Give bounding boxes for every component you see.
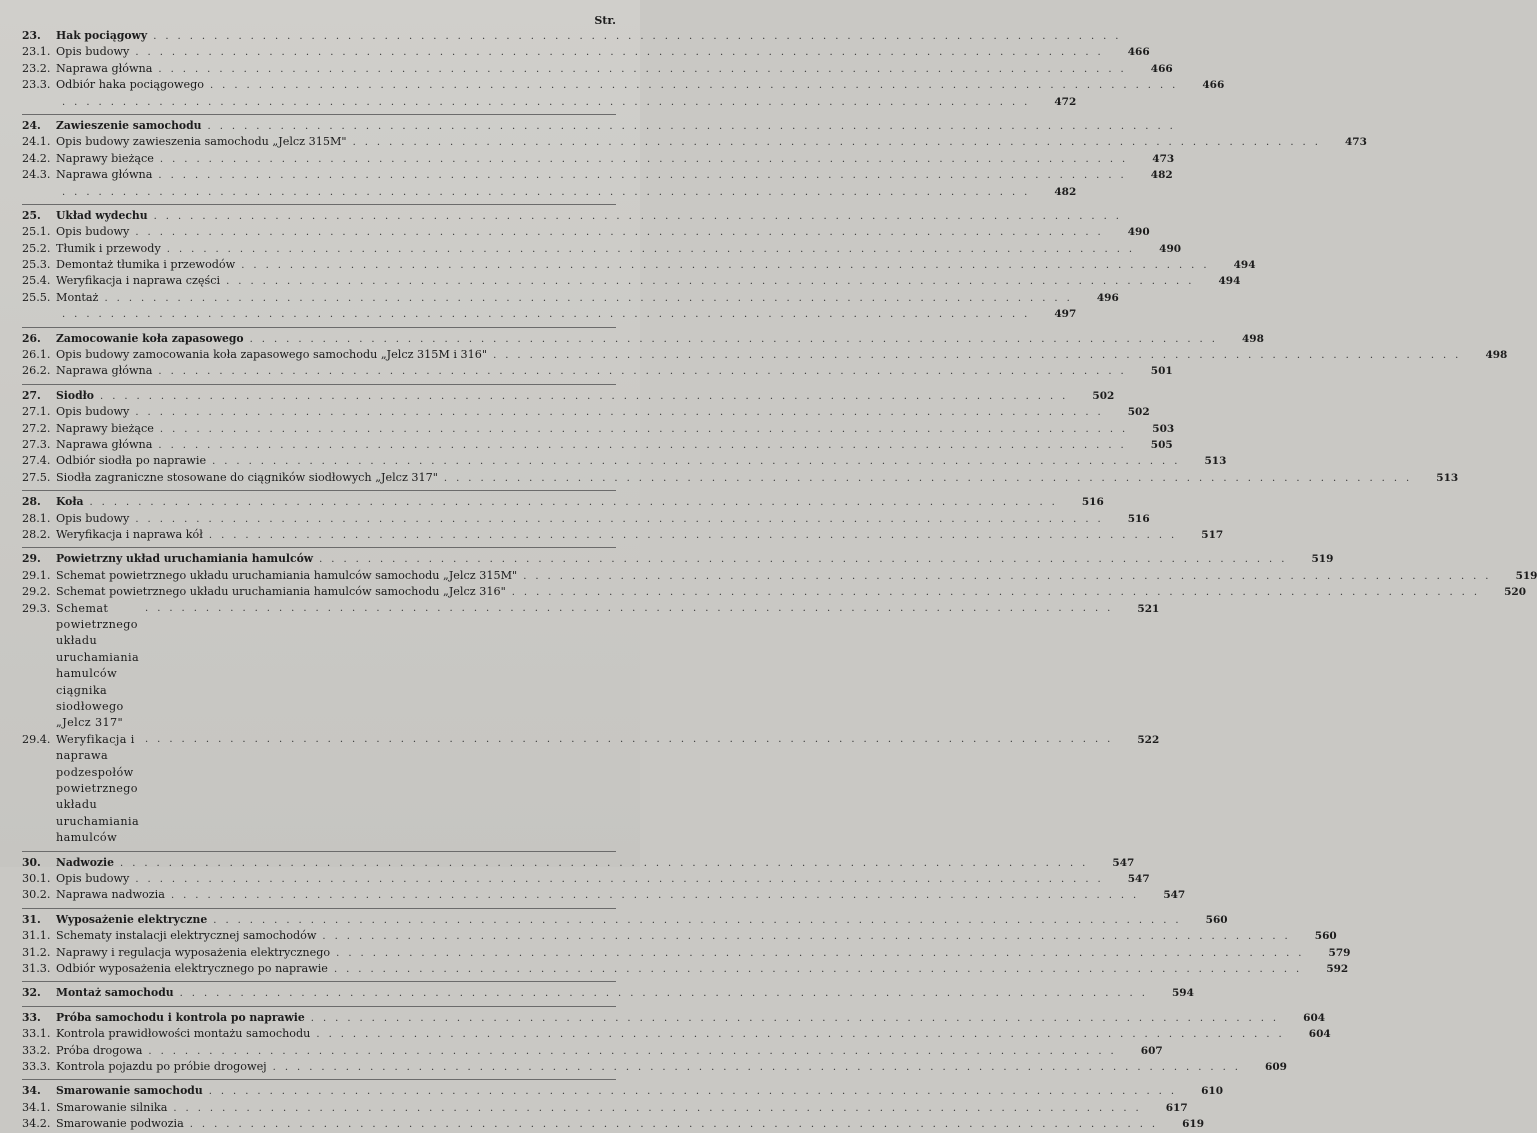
entry-number: 29.2. bbox=[22, 585, 51, 599]
toc-entry bbox=[22, 134, 1367, 150]
page-number: 497 bbox=[1054, 308, 1077, 321]
page-number: 496 bbox=[1096, 291, 1119, 304]
dot-leader: ................................................................................ bbox=[145, 602, 1120, 614]
dot-leader: ................................................................................ bbox=[208, 529, 1184, 541]
dot-leader: ................................................................................ bbox=[523, 570, 1498, 582]
toc-entry bbox=[22, 94, 1077, 110]
entry-title: Montaż bbox=[56, 290, 99, 304]
entry-title: Opis budowy bbox=[56, 871, 130, 885]
dot-leader: ................................................................................ bbox=[207, 120, 1182, 132]
dot-leader: ................................................................................ bbox=[352, 137, 1327, 149]
page-column-header bbox=[22, 14, 616, 28]
entry-number: 25.2. bbox=[22, 241, 51, 255]
section-divider bbox=[22, 908, 616, 909]
dot-leader: ................................................................................ bbox=[319, 554, 1294, 566]
page-number: 498 bbox=[1485, 349, 1508, 362]
page-number: 473 bbox=[1344, 136, 1367, 149]
entry-title: Odbiór wyposażenia elektrycznego po naprawie bbox=[56, 961, 328, 975]
section-title: Układ wydechu bbox=[56, 208, 148, 222]
section-title: Zawieszenie samochodu bbox=[56, 118, 202, 132]
dot-leader: ................................................................................ bbox=[159, 153, 1135, 165]
section-heading bbox=[22, 1010, 1326, 1026]
section-divider bbox=[22, 1079, 616, 1080]
dot-leader: ................................................................................ bbox=[158, 366, 1133, 378]
entry-number: 23.2. bbox=[22, 61, 51, 75]
section-title: Wyposażenie elektryczne bbox=[56, 912, 208, 926]
entry-number: 31.1. bbox=[22, 929, 51, 943]
page-number: 604 bbox=[1308, 1028, 1331, 1041]
section-number: 28. bbox=[22, 495, 41, 509]
entry-title: Naprawa główna bbox=[56, 364, 153, 378]
toc-section bbox=[22, 1010, 1331, 1076]
toc-entry bbox=[22, 61, 1173, 77]
toc-entry bbox=[22, 887, 1186, 903]
section-title: Koła bbox=[56, 495, 84, 509]
section-heading bbox=[22, 331, 1264, 347]
section-heading bbox=[22, 28, 1128, 44]
toc-section bbox=[22, 551, 1537, 846]
page-number: 519 bbox=[1311, 553, 1334, 566]
entry-title: Weryfikacja i naprawa kół bbox=[56, 527, 203, 541]
entry-title: Schemat powietrznego układu uruchamiania hamulców samochodu „Jelcz 316" bbox=[56, 585, 506, 599]
toc-entry bbox=[22, 44, 1150, 60]
page-number: 505 bbox=[1150, 438, 1173, 451]
dot-leader: ................................................................................ bbox=[226, 276, 1201, 288]
section-number: 31. bbox=[22, 912, 41, 926]
entry-number: 28.2. bbox=[22, 527, 51, 541]
dot-leader: ................................................................................ bbox=[158, 170, 1133, 182]
entry-title: Kontrola pojazdu po próbie drogowej bbox=[56, 1059, 267, 1073]
section-number: 30. bbox=[22, 855, 41, 869]
dot-leader: ................................................................................ bbox=[158, 63, 1133, 75]
page-number: 466 bbox=[1150, 62, 1173, 75]
entry-title: Odbiór siodła po naprawie bbox=[56, 454, 207, 468]
dot-leader: ................................................................................ bbox=[249, 333, 1224, 345]
toc-section bbox=[22, 985, 1194, 1001]
dot-leader: ................................................................................ bbox=[213, 914, 1188, 926]
page-number: 516 bbox=[1127, 512, 1150, 525]
dot-leader: ................................................................................ bbox=[210, 80, 1185, 92]
section-number: 29. bbox=[22, 552, 41, 566]
dot-leader: ................................................................................ bbox=[145, 733, 1120, 745]
toc-section bbox=[22, 855, 1186, 904]
section-divider bbox=[22, 204, 616, 205]
toc-entry bbox=[22, 421, 1175, 437]
page-number: 502 bbox=[1092, 389, 1115, 402]
toc-entry bbox=[22, 306, 1077, 322]
dot-leader: ................................................................................ bbox=[153, 210, 1128, 222]
toc-entry bbox=[22, 961, 1349, 977]
page-number: 498 bbox=[1241, 332, 1264, 345]
dot-leader: ................................................................................ bbox=[135, 407, 1110, 419]
entry-title: Odbiór haka pociągowego bbox=[56, 78, 204, 92]
toc-entry bbox=[22, 453, 1227, 469]
entry-number: 27.4. bbox=[22, 454, 51, 468]
dot-leader: ................................................................................ bbox=[316, 1029, 1291, 1041]
section-heading bbox=[22, 855, 1135, 871]
toc-section bbox=[22, 331, 1508, 380]
toc-entry bbox=[22, 1043, 1163, 1059]
toc-entry bbox=[22, 184, 1077, 200]
entry-number: 30.2. bbox=[22, 888, 51, 902]
toc-entry bbox=[22, 732, 1160, 847]
entry-title: Opis budowy zawieszenia samochodu „Jelcz 315M" bbox=[56, 135, 347, 149]
toc-entry bbox=[22, 511, 1150, 527]
dot-leader: ................................................................................ bbox=[241, 260, 1216, 272]
entry-number: 34.1. bbox=[22, 1100, 51, 1114]
toc-entry bbox=[22, 77, 1225, 93]
entry-number: 26.2. bbox=[22, 364, 51, 378]
entry-title: Naprawy bieżące bbox=[56, 151, 154, 165]
page-number: 494 bbox=[1218, 275, 1241, 288]
entry-title: Weryfikacja i naprawa podzespołów powietrznego układu uruchamiania hamulców bbox=[56, 732, 140, 845]
toc-entry bbox=[22, 1116, 1205, 1132]
page-number: 473 bbox=[1152, 152, 1175, 165]
section-heading bbox=[22, 388, 1115, 404]
dot-leader: ................................................................................ bbox=[179, 988, 1154, 1000]
section-heading bbox=[22, 494, 1104, 510]
entry-title: Weryfikacja i naprawa części bbox=[56, 274, 221, 288]
page-number: 519 bbox=[1515, 569, 1537, 582]
page-number: 560 bbox=[1314, 930, 1337, 943]
entry-title: Naprawa główna bbox=[56, 61, 153, 75]
toc-section bbox=[22, 28, 1225, 110]
section-title: Próba samochodu i kontrola po naprawie bbox=[56, 1010, 305, 1024]
toc-entry bbox=[22, 273, 1241, 289]
dot-leader: ................................................................................ bbox=[135, 513, 1110, 525]
entry-number: 27.5. bbox=[22, 470, 51, 484]
section-heading bbox=[22, 912, 1228, 928]
entry-number: 27.2. bbox=[22, 421, 51, 435]
page-number: 521 bbox=[1137, 602, 1160, 615]
dot-leader: ................................................................................ bbox=[135, 227, 1110, 239]
entry-title: Naprawy bieżące bbox=[56, 421, 154, 435]
toc-entry bbox=[22, 290, 1119, 306]
entry-title: Naprawa główna bbox=[56, 168, 153, 182]
page-number: 501 bbox=[1150, 365, 1173, 378]
page-number: 522 bbox=[1137, 733, 1160, 746]
entry-title: Opis budowy bbox=[56, 405, 130, 419]
section-heading bbox=[22, 985, 1194, 1001]
page-number: 516 bbox=[1081, 496, 1104, 509]
page-column-label: Str. bbox=[594, 14, 616, 27]
page-number: 592 bbox=[1326, 962, 1349, 975]
page-number: 604 bbox=[1303, 1011, 1326, 1024]
dot-leader: ................................................................................ bbox=[62, 96, 1037, 108]
toc-section bbox=[22, 494, 1224, 543]
section-number: 26. bbox=[22, 331, 41, 345]
toc-entry bbox=[22, 584, 1527, 600]
section-heading bbox=[22, 208, 1128, 224]
dot-leader: ................................................................................ bbox=[493, 350, 1468, 362]
entry-number: 24.3. bbox=[22, 168, 51, 182]
toc-entry bbox=[22, 437, 1173, 453]
page-number: 594 bbox=[1171, 987, 1194, 1000]
toc-entry bbox=[22, 347, 1508, 363]
page-number: 502 bbox=[1127, 406, 1150, 419]
section-divider bbox=[22, 327, 616, 328]
page-number: 472 bbox=[1054, 95, 1077, 108]
section-number: 32. bbox=[22, 986, 41, 1000]
toc-entry bbox=[22, 404, 1150, 420]
entry-title: Smarowanie silnika bbox=[56, 1100, 168, 1114]
section-title: Hak pociągowy bbox=[56, 29, 148, 42]
entry-title: Smarowanie podwozia bbox=[56, 1117, 184, 1131]
dot-leader: ................................................................................ bbox=[212, 456, 1187, 468]
dot-leader: ................................................................................ bbox=[189, 1119, 1165, 1131]
section-heading bbox=[22, 118, 1182, 134]
entry-title: Naprawa nadwozia bbox=[56, 888, 165, 902]
page-number: 490 bbox=[1127, 226, 1150, 239]
page-number: 607 bbox=[1140, 1044, 1163, 1057]
entry-title: Próba drogowa bbox=[56, 1043, 143, 1057]
page-number: 482 bbox=[1054, 185, 1077, 198]
entry-number: 33.1. bbox=[22, 1027, 51, 1041]
toc-entry bbox=[22, 224, 1150, 240]
page-number: 466 bbox=[1202, 79, 1225, 92]
dot-leader: ................................................................................ bbox=[159, 423, 1135, 435]
toc-entry bbox=[22, 1100, 1188, 1116]
entry-number: 34.2. bbox=[22, 1117, 51, 1131]
page-number: 503 bbox=[1152, 422, 1175, 435]
entry-number: 29.4. bbox=[22, 732, 51, 746]
toc-entry bbox=[22, 871, 1150, 887]
page-number: 560 bbox=[1205, 913, 1228, 926]
dot-leader: ................................................................................ bbox=[173, 1102, 1148, 1114]
dot-leader: ................................................................................ bbox=[272, 1061, 1247, 1073]
dot-leader: ................................................................................ bbox=[158, 439, 1133, 451]
entry-number: 24.2. bbox=[22, 151, 51, 165]
dot-leader: ................................................................................ bbox=[166, 243, 1142, 255]
dot-leader: ................................................................................ bbox=[100, 390, 1075, 402]
dot-leader: ................................................................................ bbox=[104, 292, 1079, 304]
section-title: Zamocowanie koła zapasowego bbox=[56, 331, 244, 345]
entry-number: 27.3. bbox=[22, 437, 51, 451]
dot-leader: ................................................................................ bbox=[208, 1086, 1183, 1098]
entry-title: Kontrola prawidłowości montażu samochodu bbox=[56, 1027, 311, 1041]
toc-entry bbox=[22, 568, 1537, 584]
entry-number: 24.1. bbox=[22, 135, 51, 149]
entry-number: 31.3. bbox=[22, 961, 51, 975]
entry-number: 23.3. bbox=[22, 78, 51, 92]
entry-title: Opis budowy bbox=[56, 225, 130, 239]
section-title: Smarowanie samochodu bbox=[56, 1084, 203, 1098]
toc-section bbox=[22, 388, 1459, 486]
dot-leader: ................................................................................ bbox=[153, 31, 1128, 42]
page-number: 513 bbox=[1204, 455, 1227, 468]
section-divider bbox=[22, 384, 616, 385]
page-number: 547 bbox=[1163, 889, 1186, 902]
dot-leader: ................................................................................ bbox=[511, 587, 1487, 599]
entry-number: 27.1. bbox=[22, 405, 51, 419]
entry-number: 29.3. bbox=[22, 601, 51, 615]
entry-number: 33.3. bbox=[22, 1059, 51, 1073]
section-number: 25. bbox=[22, 208, 41, 222]
dot-leader: ................................................................................ bbox=[322, 931, 1297, 943]
toc-section bbox=[22, 912, 1351, 978]
entry-title: Tłumik i przewody bbox=[56, 241, 161, 255]
section-heading bbox=[22, 551, 1334, 567]
toc-entry bbox=[22, 363, 1173, 379]
toc-entry bbox=[22, 151, 1175, 167]
page-number: 482 bbox=[1150, 169, 1173, 182]
section-title: Montaż samochodu bbox=[56, 986, 174, 1000]
entry-title: Opis budowy bbox=[56, 45, 130, 59]
entry-number: 29.1. bbox=[22, 568, 51, 582]
entry-number: 23.1. bbox=[22, 45, 51, 59]
toc-section bbox=[22, 1083, 1223, 1132]
toc-section bbox=[22, 208, 1256, 323]
entry-number: 25.3. bbox=[22, 258, 51, 272]
section-divider bbox=[22, 851, 616, 852]
dot-leader: ................................................................................ bbox=[89, 497, 1064, 509]
section-divider bbox=[22, 547, 616, 548]
dot-leader: ................................................................................ bbox=[336, 947, 1311, 959]
entry-number: 30.1. bbox=[22, 871, 51, 885]
entry-number: 33.2. bbox=[22, 1043, 51, 1057]
section-divider bbox=[22, 490, 616, 491]
dot-leader: ................................................................................ bbox=[148, 1045, 1123, 1057]
entry-title: Schematy instalacji elektrycznej samochodów bbox=[56, 929, 317, 943]
section-heading bbox=[22, 1083, 1223, 1099]
entry-title: Naprawy i regulacja wyposażenia elektrycznego bbox=[56, 945, 331, 959]
section-divider bbox=[22, 1006, 616, 1007]
section-number: 33. bbox=[22, 1010, 41, 1024]
page-number: 579 bbox=[1328, 946, 1351, 959]
toc-entry bbox=[22, 241, 1182, 257]
page-number: 520 bbox=[1504, 586, 1527, 599]
page-number: 490 bbox=[1159, 242, 1182, 255]
toc-entry bbox=[22, 928, 1337, 944]
section-title: Powietrzny układ uruchamiania hamulców bbox=[56, 552, 314, 566]
entry-number: 26.1. bbox=[22, 348, 51, 362]
page-number: 619 bbox=[1182, 1118, 1205, 1131]
page-number: 494 bbox=[1233, 259, 1256, 272]
section-number: 27. bbox=[22, 388, 41, 402]
entry-title: Schemat powietrznego układu uruchamiania hamulców ciągnika siodłowego „Jelcz 317" bbox=[56, 601, 140, 730]
entry-title: Siodła zagraniczne stosowane do ciągników siodłowych „Jelcz 317" bbox=[56, 470, 438, 484]
toc-entry bbox=[22, 945, 1351, 961]
page-number: 547 bbox=[1112, 856, 1135, 869]
entry-title: Opis budowy zamocowania koła zapasowego samochodu „Jelcz 315M i 316" bbox=[56, 348, 488, 362]
entry-title: Schemat powietrznego układu uruchamiania hamulców samochodu „Jelcz 315M" bbox=[56, 568, 518, 582]
page-number: 609 bbox=[1265, 1060, 1287, 1073]
dot-leader: ................................................................................ bbox=[310, 1012, 1286, 1024]
toc-entry bbox=[22, 601, 1160, 732]
section-divider bbox=[22, 981, 616, 982]
entry-number: 25.5. bbox=[22, 290, 51, 304]
page-number: 610 bbox=[1201, 1085, 1223, 1098]
toc-entry bbox=[22, 257, 1256, 273]
section-title: Siodło bbox=[56, 388, 95, 402]
section-number: 24. bbox=[22, 118, 41, 132]
page-number: 547 bbox=[1127, 872, 1150, 885]
page-number: 517 bbox=[1201, 528, 1224, 541]
entry-number: 25.4. bbox=[22, 274, 51, 288]
section-number: 23. bbox=[22, 29, 41, 42]
dot-leader: ................................................................................ bbox=[120, 857, 1095, 869]
entry-title: Opis budowy bbox=[56, 511, 130, 525]
dot-leader: ................................................................................ bbox=[135, 873, 1110, 885]
entry-title: Demontaż tłumika i przewodów bbox=[56, 258, 236, 272]
entry-number: 25.1. bbox=[22, 225, 51, 239]
entry-title: Naprawa główna bbox=[56, 437, 153, 451]
entry-number: 31.2. bbox=[22, 945, 51, 959]
toc-entry bbox=[22, 1026, 1331, 1042]
table-of-contents bbox=[22, 28, 1537, 1132]
dot-leader: ................................................................................ bbox=[170, 890, 1146, 902]
dot-leader: ................................................................................ bbox=[333, 963, 1309, 975]
page-number: 513 bbox=[1436, 471, 1459, 484]
page-number: 617 bbox=[1165, 1101, 1188, 1114]
toc-entry bbox=[22, 527, 1224, 543]
toc-entry bbox=[22, 167, 1173, 183]
toc-entry bbox=[22, 1059, 1287, 1075]
toc-section bbox=[22, 118, 1367, 200]
dot-leader: ................................................................................ bbox=[62, 309, 1037, 321]
entry-number: 28.1. bbox=[22, 511, 51, 525]
section-divider bbox=[22, 114, 616, 115]
dot-leader: ................................................................................ bbox=[62, 186, 1037, 198]
dot-leader: ................................................................................ bbox=[443, 472, 1419, 484]
section-number: 34. bbox=[22, 1084, 41, 1098]
section-title: Nadwozie bbox=[56, 855, 115, 869]
dot-leader: ................................................................................ bbox=[135, 47, 1110, 59]
page-number: 466 bbox=[1127, 46, 1150, 59]
toc-entry bbox=[22, 470, 1459, 486]
